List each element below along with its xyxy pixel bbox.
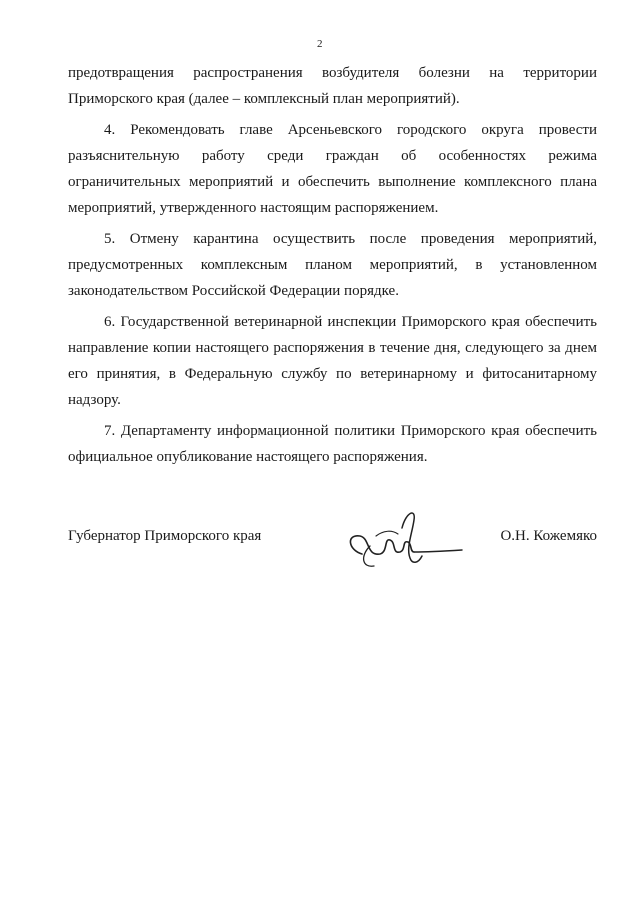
signer-name: О.Н. Кожемяко: [500, 528, 597, 544]
paragraph-item-5: 5. Отмену карантина осуществить после проведения мероприятий, предусмотренных комплексным планом мероприятий, в установленном законодательством Российской Федерации порядке.: [68, 231, 597, 299]
paragraph-item-6: 6. Государственной ветеринарной инспекции Приморского края обеспечить направление копии настоящего распоряжения в течение дня, следующего за днем его принятия, в Федеральную службу по ветеринарному и фитосанитарному надзору.: [68, 314, 597, 408]
handwritten-signature: [340, 506, 470, 576]
paragraph-item-7: 7. Департаменту информационной политики Приморского края обеспечить официальное опубликование настоящего распоряжения.: [68, 423, 597, 465]
signer-title: Губернатор Приморского края: [68, 528, 262, 544]
paragraph-continuation: предотвращения распространения возбудителя болезни на территории Приморского края (далее – комплексный план мероприятий).: [68, 65, 597, 107]
document-body: [68, 60, 597, 470]
signature-block: [68, 520, 597, 580]
page-number: 2: [317, 38, 323, 50]
paragraph-item-4: 4. Рекомендовать главе Арсеньевского городского округа провести разъяснительную работу среди граждан об особенностях режима ограничительных мероприятий и обеспечить выполнение комплексного плана мероприятий, утвержденного настоящим распоряжением.: [68, 122, 597, 216]
